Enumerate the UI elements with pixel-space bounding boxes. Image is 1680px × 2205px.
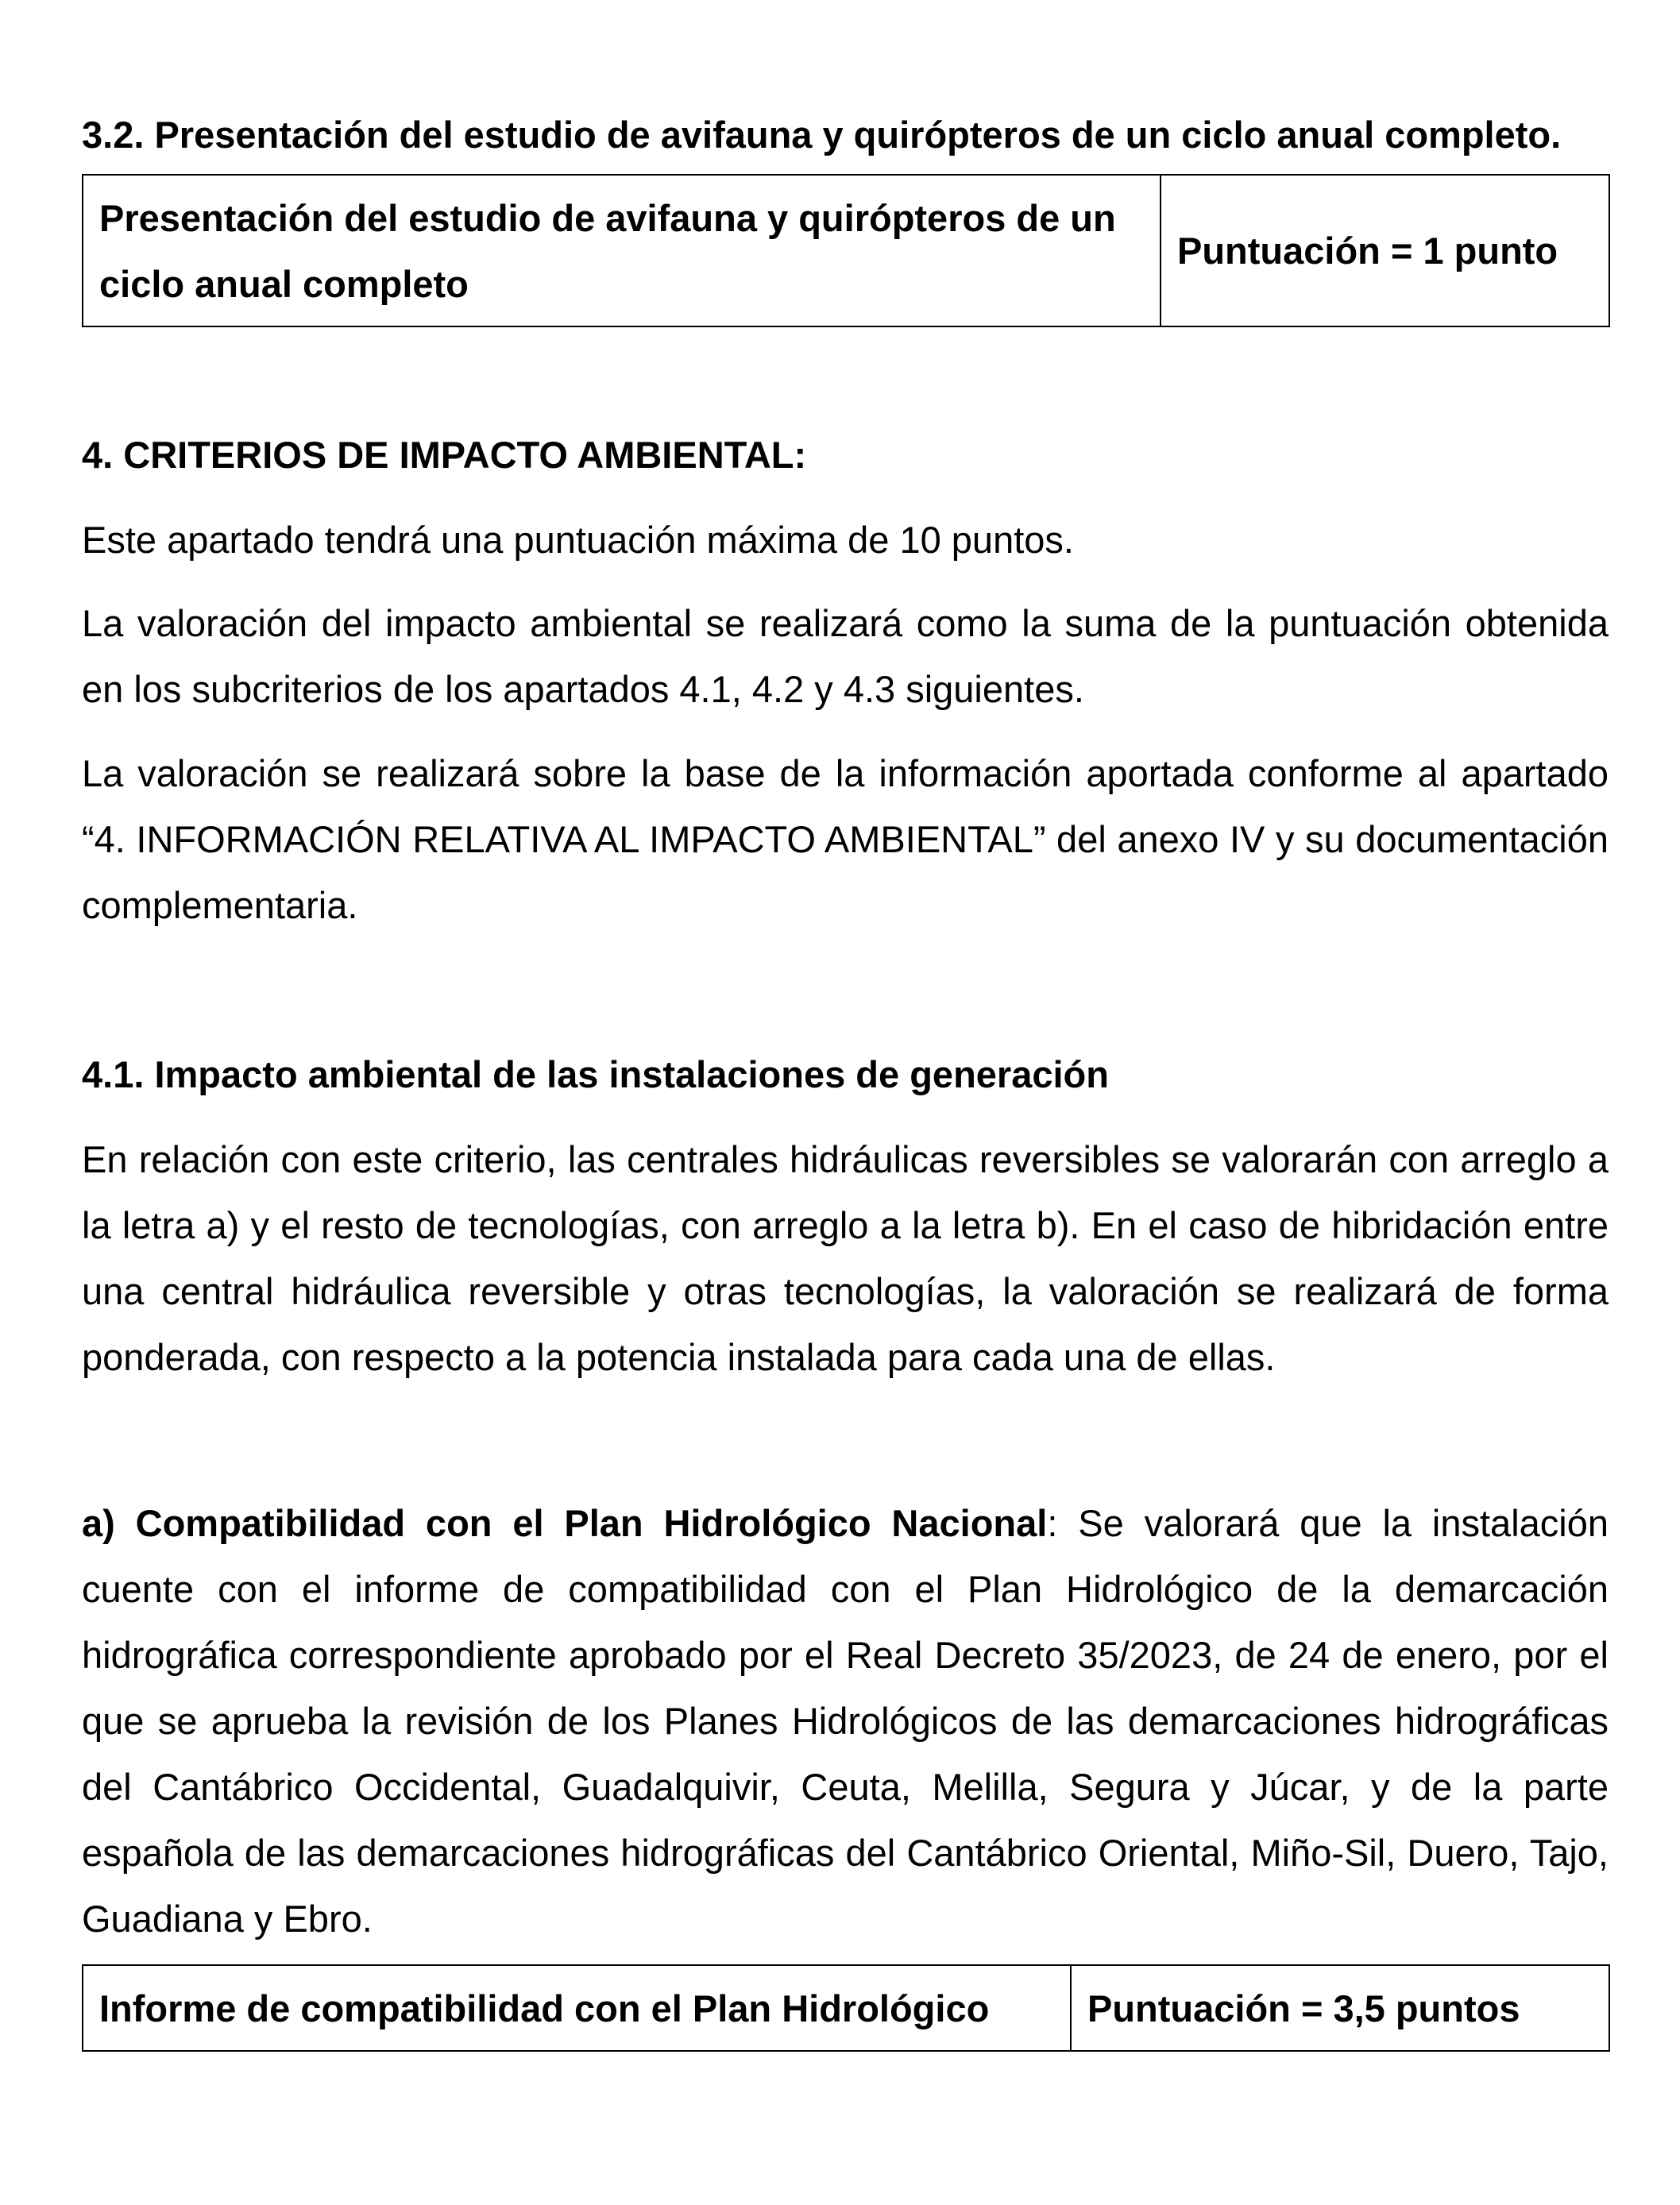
section-4-paragraph-2: La valoración del impacto ambiental se realizará como la suma de la puntuación obtenida en los subcriterios de los apartados 4.1, 4.2 y 4.3 siguientes. [82,602,1609,710]
avifauna-score-table [82,174,1610,327]
section-4-1-paragraph: En relación con este criterio, las centrales hidráulicas reversibles se valorarán con arreglo a la letra a) y el resto de tecnologías, con arreglo a la letra b). En el caso de hibridación entre una central hidráulica reversible y otras tecnologías, la valoración se realizará de forma ponderada, con respecto a la potencia instalada para cada una de ellas. [82,1138,1609,1378]
item-a-title: a) Compatibilidad con el Plan Hidrológico Nacional [82,1502,1048,1544]
table-row [83,1965,1609,2051]
plan-hidrologico-score-table [82,1964,1610,2052]
table-row [83,175,1609,326]
section-3-2-heading: 3.2. Presentación del estudio de avifauna y quirópteros de un ciclo anual completo. [82,114,1562,156]
criterion-score: Puntuación = 3,5 puntos [1071,1965,1609,2051]
criterion-label: Informe de compatibilidad con el Plan Hidrológico [83,1965,1071,2051]
section-4-1-heading: 4.1. Impacto ambiental de las instalaciones de generación [82,1053,1109,1095]
section-4-paragraph-3: La valoración se realizará sobre la base de la información aportada conforme al apartado “4. INFORMACIÓN RELATIVA AL IMPACTO AMBIENTAL” del anexo IV y su documentación complementaria. [82,752,1609,926]
item-a-paragraph [82,1490,1609,1952]
section-4-heading: 4. CRITERIOS DE IMPACTO AMBIENTAL: [82,434,807,476]
criterion-label: Presentación del estudio de avifauna y quirópteros de un ciclo anual completo [83,175,1161,326]
item-a-body: : Se valorará que la instalación cuente con el informe de compatibilidad con el Plan Hidrológico de la demarcación hidrográfica correspondiente aprobado por el Real Decreto 35/2023, de 24 de enero, por el que se aprueba la revisión de los Planes Hidrológicos de las demarcaciones hidrográficas del Cantábrico Occidental, Guadalquivir, Ceuta, Melilla, Segura y Júcar, y de la parte española de las demarcaciones hidrográficas del Cantábrico Oriental, Miño-Sil, Duero, Tajo, Guadiana y Ebro. [82,1502,1609,1940]
section-4-paragraph-1: Este apartado tendrá una puntuación máxima de 10 puntos. [82,519,1074,561]
criterion-score: Puntuación = 1 punto [1161,175,1609,326]
